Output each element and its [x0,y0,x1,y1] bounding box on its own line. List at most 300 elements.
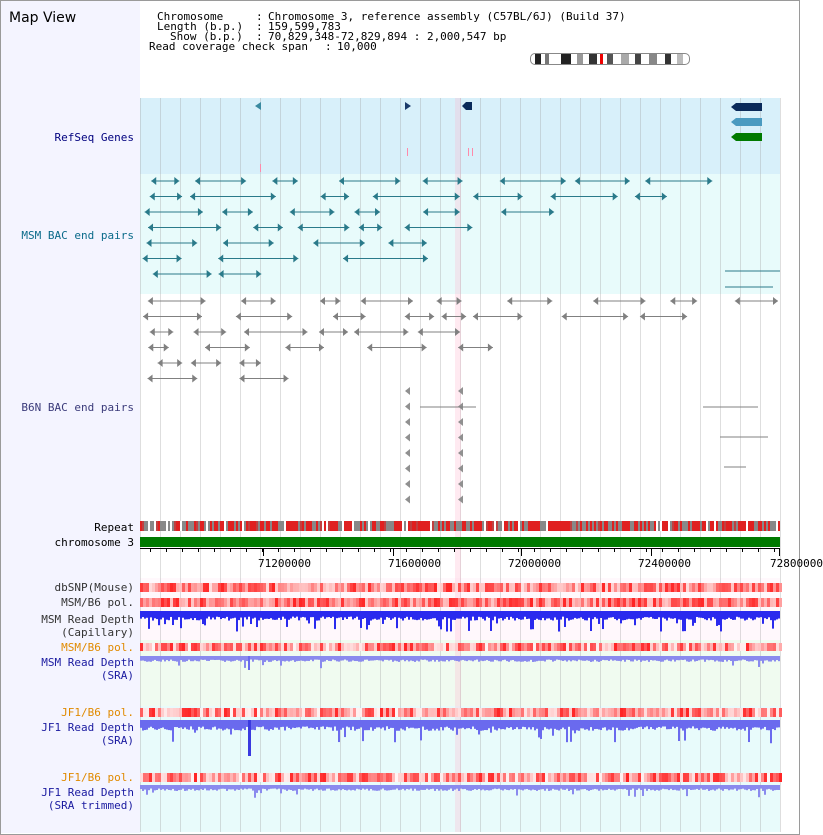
repeat-segment [402,521,404,531]
polymorphism-cell [206,708,209,717]
depth-bar [220,720,222,729]
depth-bar [760,785,762,789]
depth-bar [592,785,594,789]
depth-bar [578,611,580,618]
repeat-segment [430,521,432,531]
track-label-jf1-b6-pol[interactable]: JF1/B6 pol. [61,706,134,719]
polymorphism-cell [704,643,707,651]
bac-end [329,208,334,216]
depth-bar [554,785,556,790]
axis-minor-tick [246,548,247,552]
polymorphism-cell [596,643,599,651]
depth-bar [202,656,204,660]
depth-bar [306,611,308,620]
depth-bar [486,785,488,790]
depth-bar [244,720,246,730]
depth-bar [480,611,482,617]
repeat-segment [768,521,770,531]
polymorphism-cell [359,583,362,592]
polymorphism-cell [719,708,722,717]
polymorphism-cell [233,643,236,651]
repeat-segment [378,521,380,531]
depth-bar [594,720,596,729]
axis-minor-tick [230,548,231,552]
polymorphism-cell [458,598,461,607]
depth-bar [560,611,562,620]
polymorphism-cell [491,583,494,592]
axis-major-tick [651,548,652,556]
polymorphism-cell [167,643,170,651]
polymorphism-cell [662,598,665,607]
polymorphism-cell [242,773,245,782]
repeat-segment [482,521,484,531]
depth-bar [318,720,320,730]
polymorphism-cell [155,708,158,717]
polymorphism-cell [629,583,632,592]
polymorphism-cell [170,708,173,717]
polymorphism-cell [185,773,188,782]
track-label-msm-b6-pol-2[interactable]: MSM/B6 pol. [61,641,134,654]
polymorphism-cell [158,773,161,782]
track-label-msm-b6-pol[interactable]: MSM/B6 pol. [61,596,134,609]
depth-bar [146,785,148,795]
depth-bar [400,785,402,790]
depth-bar [556,656,558,660]
polymorphism-cell [275,773,278,782]
repeat-segment [538,521,540,531]
bac-end [285,344,290,352]
polymorphism-cell [422,583,425,592]
depth-bar [232,656,234,661]
depth-bar [676,785,678,790]
depth-bar [178,720,180,728]
depth-bar [652,785,654,790]
depth-bar [612,656,614,661]
polymorphism-cell [140,598,143,607]
polymorphism-cell [428,643,431,651]
polymorphism-cell [155,583,158,592]
repeat-segment [508,521,510,531]
bac-end [561,177,566,185]
depth-bar [588,656,590,661]
depth-bar [598,611,600,624]
depth-bar [730,785,732,789]
repeat-segment [260,521,262,531]
depth-bar [476,656,478,660]
depth-bar [154,785,156,790]
depth-bar [298,611,300,620]
depth-bar [364,611,366,618]
depth-bar [154,720,156,729]
track-label-refseq[interactable]: RefSeq Genes [54,131,134,144]
repeat-segment [570,521,572,531]
polymorphism-cell [356,708,359,717]
polymorphism-cell [470,598,473,607]
polymorphism-cell [182,708,185,717]
polymorphism-cell [389,708,392,717]
depth-bar [766,656,768,660]
polymorphism-cell [392,708,395,717]
depth-bar [264,611,266,619]
track-label-repeat[interactable]: Repeat [94,521,134,534]
depth-bar [774,611,776,620]
polymorphism-cell [437,583,440,592]
polymorphism-cell [380,583,383,592]
bac-end [457,297,462,305]
depth-bar [362,611,364,619]
repeat-segment [584,521,586,531]
polymorphism-cell [641,583,644,592]
depth-bar [764,611,766,618]
repeat-segment [672,521,674,531]
polymorphism-cell [377,708,380,717]
polymorphism-cell [545,643,548,651]
polymorphism-cell [602,583,605,592]
depth-bar [414,611,416,620]
depth-bar [412,656,414,661]
polymorphism-cell [752,598,755,607]
polymorphism-cell [263,708,266,717]
repeat-segment [162,521,164,531]
axis-minor-tick [566,548,567,552]
polymorphism-cell [545,708,548,717]
polymorphism-cell [302,773,305,782]
polymorphism-cell [176,583,179,592]
polymorphism-cell [476,643,479,651]
polymorphism-cell [515,773,518,782]
polymorphism-cell [140,708,143,717]
depth-bar [652,720,654,729]
depth-bar [332,611,334,617]
polymorphism-cell [743,598,746,607]
track-label-msm-bac[interactable]: MSM BAC end pairs [21,229,134,242]
polymorphism-cell [743,708,746,717]
depth-bar [150,656,152,662]
polymorphism-cell [527,583,530,592]
repeat-segment [774,521,776,531]
depth-bar [512,785,514,790]
depth-bar [306,720,308,726]
depth-bar [728,656,730,660]
depth-bar [296,785,298,794]
polymorphism-cell [197,583,200,592]
polymorphism-cell [323,643,326,651]
depth-bar [238,720,240,730]
bac-end [192,239,197,247]
axis-tick-label: 72000000 [508,557,561,570]
track-label-b6n-bac[interactable]: B6N BAC end pairs [21,401,134,414]
depth-bar [376,611,378,620]
polymorphism-cell [164,583,167,592]
depth-bar [200,720,202,728]
polymorphism-cell [368,773,371,782]
polymorphism-cell [239,773,242,782]
depth-bar [240,656,242,662]
depth-bar [186,611,188,619]
depth-bar [208,720,210,729]
polymorphism-cell [569,643,572,651]
track-label-dbsnp[interactable]: dbSNP(Mouse) [54,581,134,594]
depth-bar [198,611,200,620]
track-label-jf1-b6-pol-2[interactable]: JF1/B6 pol. [61,771,134,784]
depth-bar [238,785,240,790]
depth-bar [310,611,312,617]
polymorphism-cell [689,773,692,782]
depth-bar [494,656,496,660]
depth-bar [722,611,724,619]
polymorphism-cell [317,598,320,607]
depth-bar [350,720,352,730]
depth-bar [618,656,620,661]
polymorphism-cell [494,708,497,717]
depth-bar [156,785,158,790]
polymorphism-cell [365,583,368,592]
bac-end [461,313,466,321]
depth-bar [558,720,560,730]
depth-bar [340,611,342,617]
polymorphism-cell [329,773,332,782]
track-label-msm-depth-cap[interactable]: MSM Read Depth [41,613,134,626]
polymorphism-cell [212,643,215,651]
polymorphism-cell [764,773,767,782]
bac-end [293,255,298,263]
depth-bar [760,720,762,729]
polymorphism-cell [611,773,614,782]
depth-bar [766,611,768,619]
depth-bar [656,611,658,619]
depth-bar [452,656,454,660]
depth-bar [482,785,484,790]
depth-bar [374,720,376,729]
bac-end [222,208,227,216]
polymorphism-cell [713,773,716,782]
depth-bar [274,656,276,660]
depth-bar [472,656,474,661]
polymorphism-cell [269,773,272,782]
depth-bar [610,785,612,790]
bac-end [253,224,258,232]
polymorphism-cell [719,643,722,651]
polymorphism-cell [713,598,716,607]
depth-bar [396,656,398,661]
axis-minor-tick [502,548,503,552]
depth-bar [462,656,464,660]
depth-bar [174,720,176,727]
repeat-segment [394,521,396,531]
depth-bar [640,656,642,662]
polymorphism-cell [434,583,437,592]
repeat-segment [492,521,494,531]
track-label-msm-depth-sra[interactable]: MSM Read Depth [41,656,134,669]
polymorphism-cell [620,643,623,651]
repeat-segment [392,521,394,531]
depth-bar [230,611,232,619]
polymorphism-cell [164,773,167,782]
depth-bar [628,611,630,619]
polymorphism-cell [704,598,707,607]
depth-bar [750,785,752,791]
depth-bar [602,611,604,629]
repeat-segment [676,521,678,531]
polymorphism-cell [419,773,422,782]
polymorphism-cell [503,708,506,717]
depth-bar [534,656,536,662]
depth-bar [470,785,472,791]
depth-bar [612,720,614,727]
polymorphism-cell [152,598,155,607]
polymorphism-cell [725,773,728,782]
axis-minor-tick [454,548,455,552]
polymorphism-cell [413,583,416,592]
polymorphism-cell [143,708,146,717]
depth-bar [352,611,354,619]
track-label-jf1-depth-trim[interactable]: JF1 Read Depth [41,786,134,799]
depth-bar [572,720,574,730]
polymorphism-cell [773,583,776,592]
polymorphism-cell [380,598,383,607]
depth-bar [652,611,654,619]
polymorphism-cell [674,708,677,717]
depth-bar [526,785,528,789]
repeat-segment [300,521,302,531]
depth-bar [548,720,550,729]
depth-bar [660,656,662,662]
bac-end [405,496,410,504]
depth-bar [428,611,430,619]
depth-bar [682,720,684,731]
polymorphism-cell [191,583,194,592]
polymorphism-cell [179,773,182,782]
depth-bar [584,611,586,620]
depth-bar [228,720,230,729]
polymorphism-cell [209,583,212,592]
depth-bar [322,785,324,791]
repeat-segment [256,521,258,531]
depth-bar [678,611,680,619]
bac-end [458,344,463,352]
polymorphism-cell [488,773,491,782]
polymorphism-cell [323,583,326,592]
bac-end [670,297,675,305]
polymorphism-cell [566,583,569,592]
polymorphism-cell [452,773,455,782]
polymorphism-cell [602,643,605,651]
polymorphism-cell [413,643,416,651]
polymorphism-cell [563,708,566,717]
polymorphism-cell [143,643,146,651]
polymorphism-cell [536,708,539,717]
polymorphism-cell [779,598,782,607]
bac-end [321,193,326,201]
bac-end [239,359,244,367]
polymorphism-cell [554,583,557,592]
depth-bar [448,785,450,790]
depth-bar [758,785,760,797]
depth-bar [140,656,142,661]
polymorphism-cell [314,643,317,651]
depth-bar [372,611,374,619]
depth-bar [388,785,390,790]
depth-bar [222,785,224,789]
repeat-segment [644,521,646,531]
polymorphism-cell [584,708,587,717]
bac-end [405,418,410,426]
depth-bar [534,720,536,730]
polymorphism-cell [320,708,323,717]
depth-bar [544,656,546,661]
depth-bar [668,785,670,790]
depth-bar [428,785,430,790]
repeat-segment [478,521,480,531]
repeat-segment [624,521,626,531]
polymorphism-cell [518,583,521,592]
depth-bar [680,656,682,660]
depth-bar [468,720,470,728]
depth-bar [308,611,310,623]
bac-end [256,359,261,367]
bac-end [458,177,463,185]
depth-bar [188,785,190,789]
track-label-msm-depth-sra-sub: (SRA) [100,669,134,682]
show-label: Show (b.p.) [170,30,243,43]
polymorphism-cell [236,773,239,782]
depth-bar [352,720,354,727]
depth-bar [472,720,474,727]
polymorphism-cell [587,583,590,592]
depth-bar [206,785,208,790]
depth-bar [706,611,708,620]
depth-bar [298,785,300,789]
track-label-jf1-depth-sra[interactable]: JF1 Read Depth [41,721,134,734]
depth-bar [204,720,206,729]
depth-bar [338,785,340,789]
polymorphism-cell [746,708,749,717]
depth-bar [490,785,492,790]
polymorphism-cell [203,598,206,607]
depth-bar [448,720,450,728]
depth-bar [708,720,710,728]
bac-end [174,177,179,185]
depth-bar [258,720,260,727]
depth-bar [570,656,572,661]
polymorphism-cell [476,598,479,607]
depth-bar [310,656,312,660]
depth-bar [248,611,250,617]
depth-bar [202,611,204,624]
depth-bar [362,785,364,789]
repeat-segment [572,521,574,531]
bac-end [442,313,447,321]
depth-bar [712,720,714,731]
repeat-segment [690,521,692,531]
depth-bar [214,611,216,619]
polymorphism-cell [257,773,260,782]
polymorphism-cell [239,583,242,592]
bac-end [256,270,261,278]
bac-end [333,313,338,321]
depth-bar [464,611,466,618]
repeat-segment [152,521,154,531]
polymorphism-cell [677,643,680,651]
depth-bar [144,656,146,661]
depth-bar [224,656,226,662]
depth-bar [746,611,748,620]
track-label-chromosome[interactable]: chromosome 3 [54,536,134,549]
polymorphism-cell [248,598,251,607]
depth-bar [632,720,634,729]
depth-bar [412,785,414,791]
polymorphism-cell [701,598,704,607]
